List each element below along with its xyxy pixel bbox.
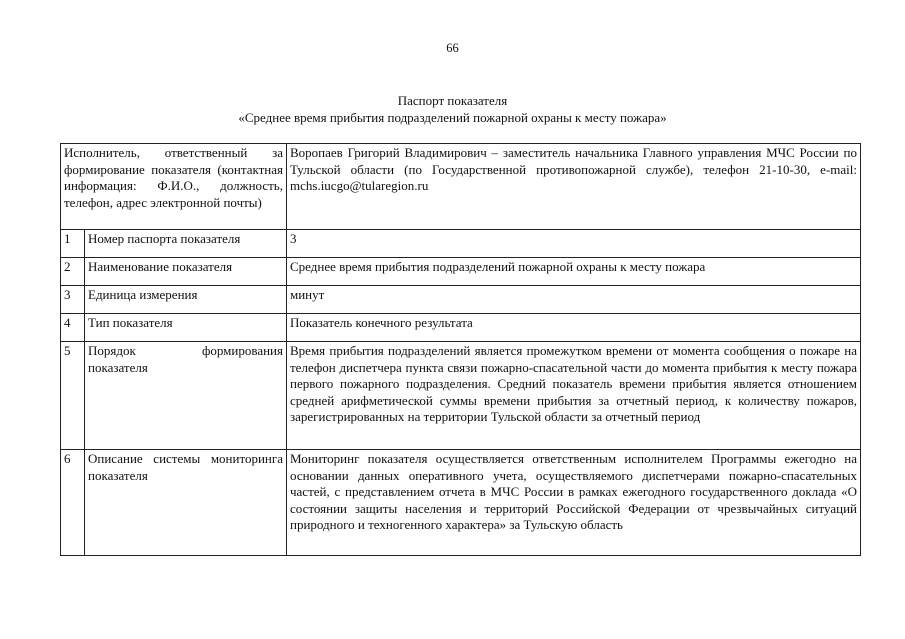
table-row: [61, 286, 861, 314]
row-label: Тип показателя: [85, 314, 287, 342]
row-label: Единица измерения: [85, 286, 287, 314]
row-number: 1: [61, 230, 85, 258]
row-label: Порядок формирования показателя: [85, 342, 287, 450]
row-value: 3: [287, 230, 861, 258]
page-number: 66: [446, 41, 459, 55]
row-value: Мониторинг показателя осуществляется ответственным исполнителем Программы ежегодно на основании данных оперативного учета, осуществляемого диспетчерами пожарно-спасательных частей, с представлением отчета в МЧС России в рамках ежегодного государственного доклада «О состоянии защиты населения и территорий Российской Федерации от чрезвычайных ситуаций природного и техногенного характера» за Тульскую область: [287, 450, 861, 556]
executor-value: Воропаев Григорий Владимирович – заместитель начальника Главного управления МЧС России по Тульской области (по Государственной противопожарной службе), телефон 21-10-30, e-mail: mchs.iucgo@tularegion.ru: [287, 144, 861, 230]
table-row: [61, 258, 861, 286]
row-value: Показатель конечного результата: [287, 314, 861, 342]
row-label: Описание системы мониторинга показателя: [85, 450, 287, 556]
executor-row: [61, 144, 861, 230]
row-label: Наименование показателя: [85, 258, 287, 286]
row-number: 3: [61, 286, 85, 314]
row-label: Номер паспорта показателя: [85, 230, 287, 258]
row-number: 6: [61, 450, 85, 556]
table-row: [61, 230, 861, 258]
title-line-2: «Среднее время прибытия подразделений пожарной охраны к месту пожара»: [238, 110, 667, 125]
table-row: [61, 450, 861, 556]
row-number: 2: [61, 258, 85, 286]
document-title: [0, 92, 905, 126]
table-row: [61, 342, 861, 450]
table-row: [61, 314, 861, 342]
title-line-1: Паспорт показателя: [397, 93, 508, 108]
executor-label: Исполнитель, ответственный за формирование показателя (контактная информация: Ф.И.О., должность, телефон, адрес электронной почты): [61, 144, 287, 230]
row-number: 4: [61, 314, 85, 342]
row-value: минут: [287, 286, 861, 314]
row-number: 5: [61, 342, 85, 450]
row-value: Время прибытия подразделений является промежутком времени от момента сообщения о пожаре на телефон диспетчера пункта связи пожарно-спасательной части до момента прибытия к месту пожара первого пожарного подразделения. Средний показатель времени прибытия является отношением средней арифметической суммы времени прибытия за отчетный период, к количеству пожаров, зарегистрированных на территории Тульской области за отчетный период: [287, 342, 861, 450]
row-value: Среднее время прибытия подразделений пожарной охраны к месту пожара: [287, 258, 861, 286]
passport-table: [60, 143, 861, 556]
